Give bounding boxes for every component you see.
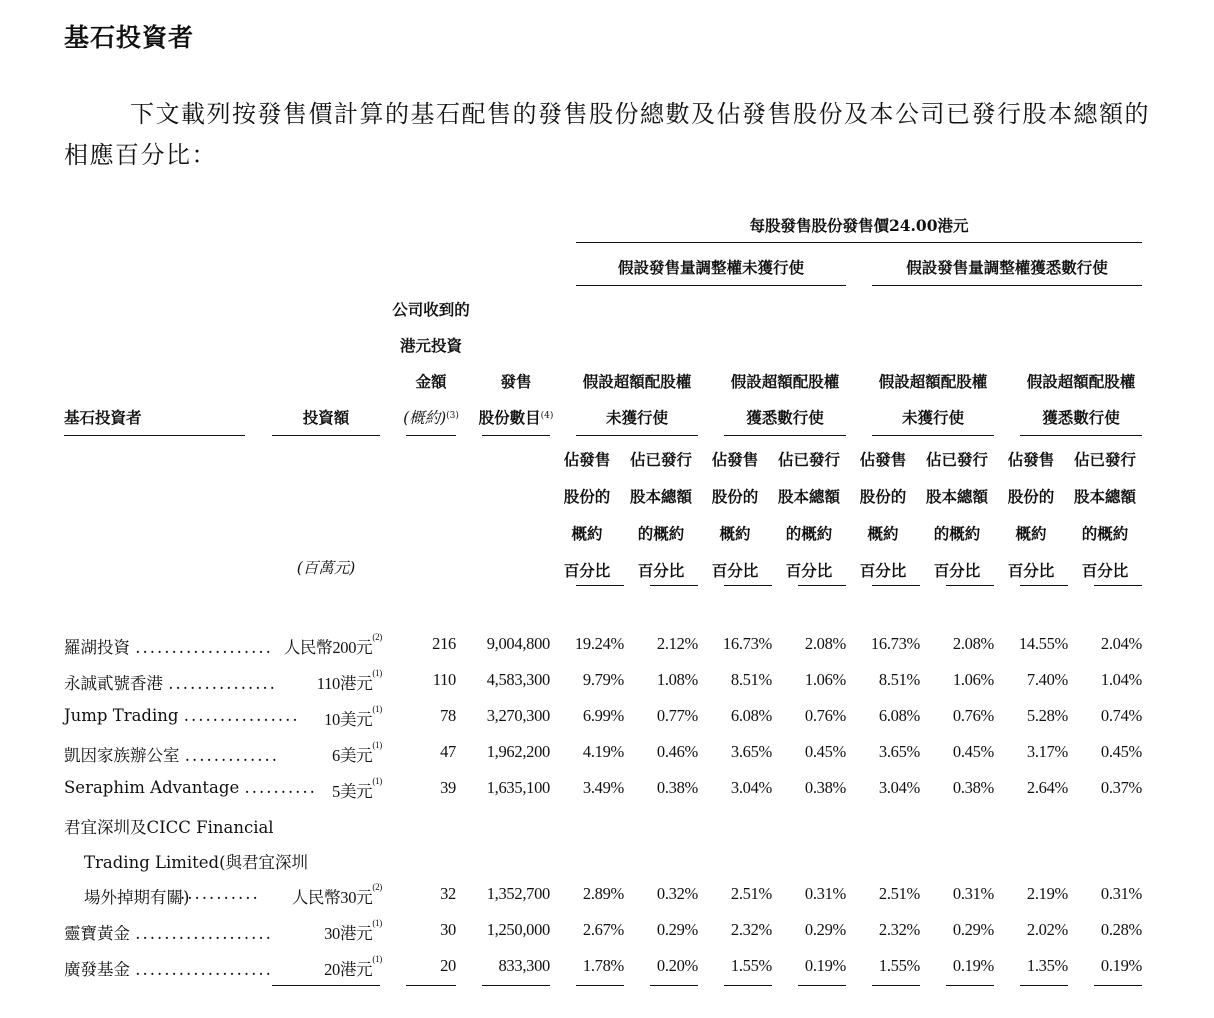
- section-title: 基石投資者: [64, 23, 195, 52]
- leader-dots: ...................: [135, 960, 273, 979]
- percentage-cell: 0.20%: [656, 956, 698, 975]
- rule-bottom-p6: [946, 985, 994, 986]
- percentage-cell: 2.64%: [1026, 778, 1068, 797]
- percentage-cell: 2.08%: [804, 634, 846, 653]
- opt-b1-line2: 獲悉數行使: [746, 408, 824, 427]
- pct-subheader-col3-line4: 百分比: [711, 561, 759, 580]
- investor-header: 基石投資者: [64, 408, 142, 427]
- percentage-cell: 6.08%: [878, 706, 920, 725]
- investor-name: [64, 920, 273, 944]
- percentage-cell: 6.99%: [582, 706, 624, 725]
- pct-subheader-col5-line2: 股份的: [859, 487, 907, 506]
- percentage-cell: 0.29%: [952, 920, 994, 939]
- percentage-cell: 7.40%: [1026, 670, 1068, 689]
- percentage-cell: 8.51%: [730, 670, 772, 689]
- percentage-cell: 2.32%: [730, 920, 772, 939]
- percentage-cell: 0.31%: [952, 884, 994, 903]
- leader-dots: ................: [183, 706, 300, 725]
- pct-subheader-col7-line1: 佔發售: [1007, 450, 1055, 469]
- pct-subheader-col7-line4: 百分比: [1007, 561, 1055, 580]
- rule-bottom-p1: [576, 985, 624, 986]
- rule-amount: [272, 435, 380, 436]
- percentage-cell: 0.28%: [1100, 920, 1142, 939]
- offer-shares: 1,635,100: [486, 778, 550, 797]
- offer-shares: 1,352,700: [486, 884, 550, 903]
- percentage-cell: 2.04%: [1100, 634, 1142, 653]
- pct-subheader-col3-line1: 佔發售: [711, 450, 759, 469]
- pct-subheader-col2-line3: 的概約: [637, 524, 685, 543]
- percentage-cell: 0.29%: [804, 920, 846, 939]
- percentage-cell: 2.02%: [1026, 920, 1068, 939]
- percentage-cell: 19.24%: [574, 634, 624, 653]
- footnote-ref: (1): [372, 668, 382, 678]
- leader-dots: ...........: [180, 884, 260, 903]
- percentage-cell: 8.51%: [878, 670, 920, 689]
- percentage-cell: 5.28%: [1026, 706, 1068, 725]
- footnote-ref: (1): [372, 740, 382, 750]
- rule-pct-col7: [1020, 585, 1068, 586]
- percentage-cell: 0.19%: [952, 956, 994, 975]
- percentage-cell: 0.74%: [1100, 706, 1142, 725]
- percentage-cell: 0.19%: [1100, 956, 1142, 975]
- percentage-cell: 16.73%: [870, 634, 920, 653]
- pct-subheader-col7-line3: 概約: [1015, 524, 1047, 543]
- pct-subheader-col8-line4: 百分比: [1081, 561, 1129, 580]
- investor-name-line: 君宜深圳及CICC Financial: [64, 818, 274, 837]
- investment-amount: [262, 742, 382, 766]
- rule-bottom-p2: [650, 985, 698, 986]
- percentage-cell: 2.19%: [1026, 884, 1068, 903]
- rule-bottom-p7: [1020, 985, 1068, 986]
- footnote-ref: (2): [372, 882, 382, 892]
- investment-amount: [262, 634, 382, 658]
- hkd-header-line1: 公司收到的: [392, 300, 470, 319]
- leader-dots: ...................: [135, 924, 273, 943]
- offer-shares: 3,270,300: [486, 706, 550, 725]
- rule-shares: [482, 435, 550, 436]
- percentage-cell: 0.46%: [656, 742, 698, 761]
- percentage-cell: 2.89%: [582, 884, 624, 903]
- price-header: 每股發售股份發售價24.00港元: [749, 216, 969, 235]
- hkd-amount: 216: [432, 634, 456, 653]
- investment-amount: [262, 670, 382, 694]
- percentage-cell: 0.45%: [952, 742, 994, 761]
- investor-name: [64, 742, 279, 766]
- investor-name-text: 永誠貳號香港: [64, 674, 163, 693]
- offer-shares: 9,004,800: [486, 634, 550, 653]
- rule-bottom-amount: [272, 985, 380, 986]
- percentage-cell: 1.06%: [804, 670, 846, 689]
- percentage-cell: 2.51%: [878, 884, 920, 903]
- percentage-cell: 0.31%: [1100, 884, 1142, 903]
- rule-pct-col3: [724, 585, 772, 586]
- percentage-cell: 1.08%: [656, 670, 698, 689]
- percentage-cell: 0.38%: [656, 778, 698, 797]
- percentage-cell: 1.04%: [1100, 670, 1142, 689]
- investment-amount-value: 6美元: [332, 746, 373, 765]
- percentage-cell: 0.76%: [804, 706, 846, 725]
- percentage-cell: 0.45%: [804, 742, 846, 761]
- investment-amount: [262, 956, 382, 980]
- hkd-amount: 32: [440, 884, 456, 903]
- pct-subheader-col8-line2: 股本總額: [1073, 487, 1136, 506]
- percentage-cell: 3.04%: [878, 778, 920, 797]
- percentage-cell: 3.17%: [1026, 742, 1068, 761]
- rule-bottom-p3: [724, 985, 772, 986]
- rule-scenario-b: [872, 285, 1142, 286]
- hkd-amount: 39: [440, 778, 456, 797]
- percentage-cell: 14.55%: [1018, 634, 1068, 653]
- pct-subheader-col4-line2: 股本總額: [777, 487, 840, 506]
- hkd-header-line2: 港元投資: [399, 336, 462, 355]
- percentage-cell: 3.04%: [730, 778, 772, 797]
- leader-dots-wrap: [180, 884, 260, 903]
- scenario-a-header: 假設發售量調整權未獲行使: [617, 258, 804, 277]
- rule-bottom-hkd: [406, 985, 456, 986]
- investor-name: [64, 670, 277, 694]
- pct-subheader-col4-line4: 百分比: [785, 561, 833, 580]
- rule-bottom-p8: [1094, 985, 1142, 986]
- hkd-amount: 78: [440, 706, 456, 725]
- pct-subheader-col6-line3: 的概約: [933, 524, 981, 543]
- leader-dots: ...............: [168, 674, 277, 693]
- percentage-cell: 16.73%: [722, 634, 772, 653]
- pct-subheader-col3-line2: 股份的: [711, 487, 759, 506]
- pct-subheader-col3-line3: 概約: [719, 524, 751, 543]
- shares-header-line2: 股份數目$^{(4)}$: [478, 408, 554, 427]
- leader-dots: ...................: [135, 638, 273, 657]
- percentage-cell: 1.55%: [878, 956, 920, 975]
- hkd-amount: 20: [440, 956, 456, 975]
- percentage-cell: 1.55%: [730, 956, 772, 975]
- percentage-cell: 0.37%: [1100, 778, 1142, 797]
- percentage-cell: 2.08%: [952, 634, 994, 653]
- offer-shares: 833,300: [498, 956, 550, 975]
- percentage-cell: 1.78%: [582, 956, 624, 975]
- footnote-ref: (1): [372, 954, 382, 964]
- hkd-amount: 47: [440, 742, 456, 761]
- investment-amount-value: 人民幣200元: [283, 638, 373, 657]
- percentage-cell: 9.79%: [582, 670, 624, 689]
- rule-pct-col1: [576, 585, 624, 586]
- pct-subheader-col5-line4: 百分比: [859, 561, 907, 580]
- pct-subheader-col8-line1: 佔已發行: [1073, 450, 1136, 469]
- investment-amount-value: 110港元: [316, 674, 373, 693]
- hkd-amount: 30: [440, 920, 456, 939]
- percentage-cell: 2.67%: [582, 920, 624, 939]
- investor-name-line: Trading Limited(與君宜深圳: [84, 853, 309, 872]
- investor-name-text: 凱因家族辦公室: [64, 746, 180, 765]
- rule-opt-a1: [576, 435, 698, 436]
- investor-name-line: 場外掉期有關): [84, 888, 190, 907]
- percentage-cell: 2.12%: [656, 634, 698, 653]
- percentage-cell: 3.65%: [878, 742, 920, 761]
- rule-bottom-p4: [798, 985, 846, 986]
- investment-amount-value: 20港元: [324, 960, 373, 979]
- pct-subheader-col1-line4: 百分比: [563, 561, 611, 580]
- opt-b1-line1: 假設超額配股權: [730, 372, 840, 391]
- hkd-amount: 110: [432, 670, 456, 689]
- investor-name-text: 廣發基金: [64, 960, 130, 979]
- investor-name-text: 羅湖投資: [64, 638, 130, 657]
- pct-subheader-col2-line4: 百分比: [637, 561, 685, 580]
- rule-bottom-p5: [872, 985, 920, 986]
- investment-amount: [262, 706, 382, 730]
- rule-pct-col4: [798, 585, 846, 586]
- pct-subheader-col8-line3: 的概約: [1081, 524, 1129, 543]
- percentage-cell: 3.65%: [730, 742, 772, 761]
- investor-name: [64, 956, 273, 980]
- opt-b2-line1: 假設超額配股權: [1026, 372, 1136, 391]
- percentage-cell: 4.19%: [582, 742, 624, 761]
- amount-unit: (百萬元): [296, 559, 356, 577]
- pct-subheader-col1-line2: 股份的: [563, 487, 611, 506]
- percentage-cell: 0.29%: [656, 920, 698, 939]
- footnote-ref: (1): [372, 918, 382, 928]
- rule-pct-col6: [946, 585, 994, 586]
- footnote-ref: (2): [372, 632, 382, 642]
- investment-amount: [262, 884, 382, 908]
- pct-subheader-col6-line1: 佔已發行: [925, 450, 988, 469]
- footnote-ref: (1): [372, 776, 382, 786]
- percentage-cell: 0.38%: [804, 778, 846, 797]
- opt-a1-line1: 假設超額配股權: [582, 372, 692, 391]
- opt-b2-line2: 獲悉數行使: [1042, 408, 1120, 427]
- rule-scenario-a: [576, 285, 846, 286]
- investment-amount-value: 5美元: [332, 782, 373, 801]
- rule-opt-b2: [1020, 435, 1142, 436]
- rule-opt-a2: [872, 435, 994, 436]
- investment-amount: [262, 920, 382, 944]
- offer-shares: 4,583,300: [486, 670, 550, 689]
- rule-investor: [64, 435, 245, 436]
- percentage-cell: 0.32%: [656, 884, 698, 903]
- percentage-cell: 0.38%: [952, 778, 994, 797]
- hkd-header-line3: 金額: [415, 372, 447, 391]
- opt-a2-line1: 假設超額配股權: [878, 372, 988, 391]
- rule-opt-b1: [724, 435, 846, 436]
- rule-pct-col5: [872, 585, 920, 586]
- pct-subheader-col5-line1: 佔發售: [859, 450, 907, 469]
- pct-subheader-col4-line3: 的概約: [785, 524, 833, 543]
- intro-paragraph: 下文載列按發售價計算的基石配售的發售股份總數及佔發售股份及本公司已發行股本總額的相應百分比：: [64, 100, 1150, 169]
- percentage-cell: 0.19%: [804, 956, 846, 975]
- percentage-cell: 3.49%: [582, 778, 624, 797]
- percentage-cell: 2.32%: [878, 920, 920, 939]
- investor-name-text: Jump Trading: [64, 706, 179, 725]
- leader-dots: .............: [184, 746, 279, 765]
- percentage-cell: 0.77%: [656, 706, 698, 725]
- footnote-ref: (1): [372, 704, 382, 714]
- percentage-cell: 6.08%: [730, 706, 772, 725]
- pct-subheader-col2-line2: 股本總額: [629, 487, 692, 506]
- opt-a2-line2: 未獲行使: [901, 408, 964, 427]
- percentage-cell: 1.06%: [952, 670, 994, 689]
- pct-subheader-col5-line3: 概約: [867, 524, 899, 543]
- pct-subheader-col4-line1: 佔已發行: [777, 450, 840, 469]
- percentage-cell: 0.45%: [1100, 742, 1142, 761]
- percentage-cell: 2.51%: [730, 884, 772, 903]
- investor-name-text: Seraphim Advantage: [64, 778, 240, 797]
- offer-shares: 1,962,200: [486, 742, 550, 761]
- investment-amount-value: 10美元: [324, 710, 373, 729]
- rule-pct-col8: [1094, 585, 1142, 586]
- pct-subheader-col6-line2: 股本總額: [925, 487, 988, 506]
- investment-amount: [262, 778, 382, 802]
- rule-pct-col2: [650, 585, 698, 586]
- pct-subheader-col6-line4: 百分比: [933, 561, 981, 580]
- opt-a1-line2: 未獲行使: [605, 408, 668, 427]
- investor-name: [64, 634, 273, 658]
- rule-hkd: [406, 435, 456, 436]
- scenario-b-header: 假設發售量調整權獲悉數行使: [906, 258, 1108, 277]
- pct-subheader-col2-line1: 佔已發行: [629, 450, 692, 469]
- rule-price: [576, 242, 1142, 243]
- percentage-cell: 0.76%: [952, 706, 994, 725]
- leader-dots: ..........: [244, 778, 317, 797]
- offer-shares: 1,250,000: [486, 920, 550, 939]
- percentage-cell: 0.31%: [804, 884, 846, 903]
- percentage-cell: 1.35%: [1026, 956, 1068, 975]
- hkd-header-line4: (概約)$^{(3)}$: [403, 409, 459, 427]
- investment-amount-value: 人民幣30元: [291, 888, 373, 907]
- investor-name-text: 靈寶黃金: [64, 924, 130, 943]
- pct-subheader-col1-line1: 佔發售: [563, 450, 611, 469]
- shares-header-line1: 發售: [500, 372, 532, 391]
- pct-subheader-col7-line2: 股份的: [1007, 487, 1055, 506]
- rule-bottom-shares: [482, 985, 550, 986]
- pct-subheader-col1-line3: 概約: [571, 524, 603, 543]
- investment-amount-value: 30港元: [324, 924, 373, 943]
- amount-header: 投資額: [302, 408, 350, 427]
